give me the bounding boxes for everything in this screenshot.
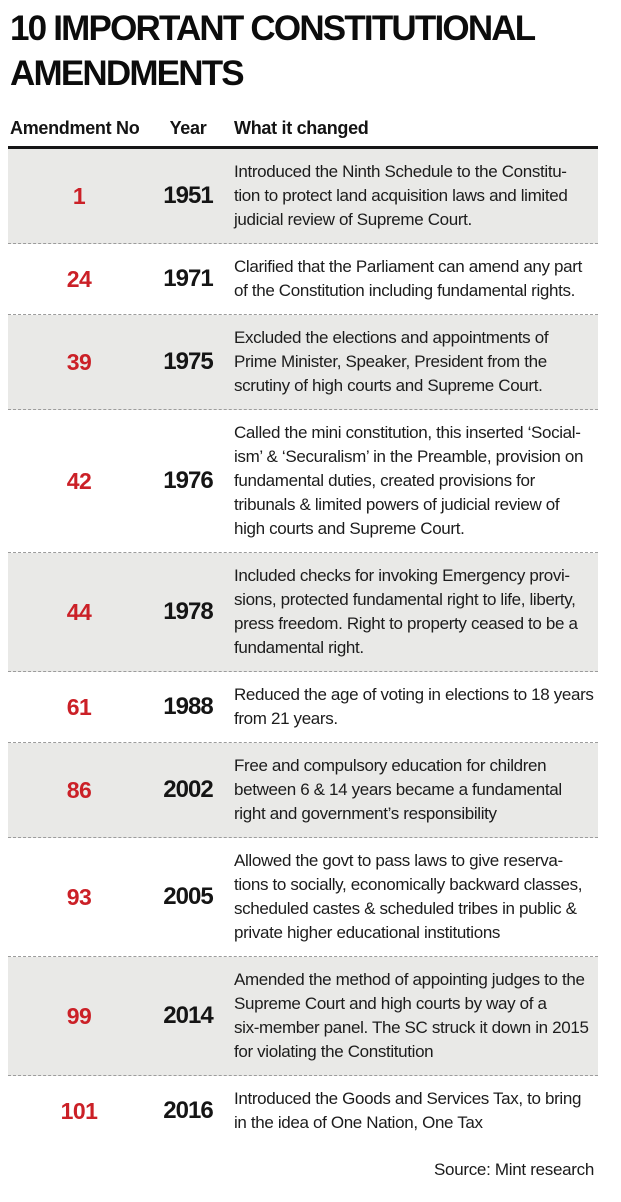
table-row [8,553,598,672]
description-line: scrutiny of high courts and Supreme Court. [234,376,543,395]
description-line: Prime Minister, Speaker, President from the [234,352,547,371]
description-line: fundamental duties, created provisions for [234,471,535,490]
amendment-number: 44 [66,598,92,625]
year-value: 1988 [163,693,213,720]
description-line: Included checks for invoking Emergency provi- [234,566,570,585]
description-line: judicial review of Supreme Court. [234,210,472,229]
description [226,1087,598,1135]
amendment-number: 99 [66,1002,92,1029]
description-line: Amended the method of appointing judges to the [234,970,585,989]
description [226,564,598,660]
table-row [8,1076,598,1146]
amendment-number: 86 [66,776,92,803]
year-value: 2002 [163,776,213,803]
page-title-line-1: 10 IMPORTANT CONSTITUTIONAL [10,9,535,48]
description [226,255,598,303]
description-line: Supreme Court and high courts by way of a [234,994,547,1013]
table-row [8,957,598,1076]
description-line: six-member panel. The SC struck it down in 2015 [234,1018,589,1037]
description-line: high courts and Supreme Court. [234,519,465,538]
description-line: from 21 years. [234,709,338,728]
year-value: 1975 [163,348,213,375]
description-line: Introduced the Goods and Services Tax, to bring [234,1089,582,1108]
table-row [8,838,598,957]
amendment-number: 1 [72,182,86,209]
description-line: in the idea of One Nation, One Tax [234,1113,483,1132]
description-line: Introduced the Ninth Schedule to the Constitu- [234,162,567,181]
description-line: private higher educational institutions [234,923,501,942]
description-line: tion to protect land acquisition laws and limited [234,186,568,205]
page-title [10,6,601,96]
column-header-amendment-no: Amendment No [10,118,140,138]
description [226,968,598,1064]
description-line: between 6 & 14 years became a fundamental [234,780,562,799]
column-header-what-it-changed: What it changed [234,118,369,138]
table-row [8,672,598,743]
description-line: tribunals & limited powers of judicial review of [234,495,560,514]
table-row [8,244,598,315]
description-line: fundamental right. [234,638,364,657]
description-line: press freedom. Right to property ceased to be a [234,614,578,633]
year-value: 2016 [163,1097,213,1124]
description-line: Allowed the govt to pass laws to give reserva- [234,851,563,870]
amendment-number: 93 [66,883,92,910]
description [226,160,598,232]
description-line: Called the mini constitution, this inserted ‘Social- [234,423,581,442]
description-line: right and government’s responsibility [234,804,497,823]
year-value: 1976 [163,467,213,494]
year-value: 1978 [163,598,213,625]
table-body [8,149,598,1146]
description-line: of the Constitution including fundamental rights. [234,281,576,300]
description [226,849,598,945]
description-line: Clarified that the Parliament can amend any part [234,257,582,276]
table-row [8,410,598,553]
description-line: Excluded the elections and appointments of [234,328,549,347]
table-header [8,118,598,149]
year-value: 2014 [163,1002,213,1029]
year-value: 1971 [163,265,213,292]
description [226,683,598,731]
amendment-number: 101 [60,1097,98,1124]
column-header-year: Year [169,118,207,138]
description-line: scheduled castes & scheduled tribes in public & [234,899,577,918]
description-line: Reduced the age of voting in elections to 18 years [234,685,594,704]
description [226,421,598,541]
table-row [8,743,598,838]
year-value: 2005 [163,883,213,910]
description [226,754,598,826]
year-value: 1951 [163,182,213,209]
description [226,326,598,398]
amendment-number: 24 [66,265,92,292]
description-line: tions to socially, economically backward classes, [234,875,583,894]
source-credit: Source: Mint research [434,1160,594,1179]
description-line: Free and compulsory education for children [234,756,547,775]
table-row [8,315,598,410]
table-row [8,149,598,244]
amendment-number: 61 [66,693,92,720]
description-line: sions, protected fundamental right to life, liberty, [234,590,576,609]
amendment-number: 42 [66,467,92,494]
page-title-line-2: AMENDMENTS [10,54,243,93]
amendment-number: 39 [66,348,92,375]
description-line: for violating the Constitution [234,1042,434,1061]
description-line: ism’ & ‘Securalism’ in the Preamble, provision on [234,447,584,466]
